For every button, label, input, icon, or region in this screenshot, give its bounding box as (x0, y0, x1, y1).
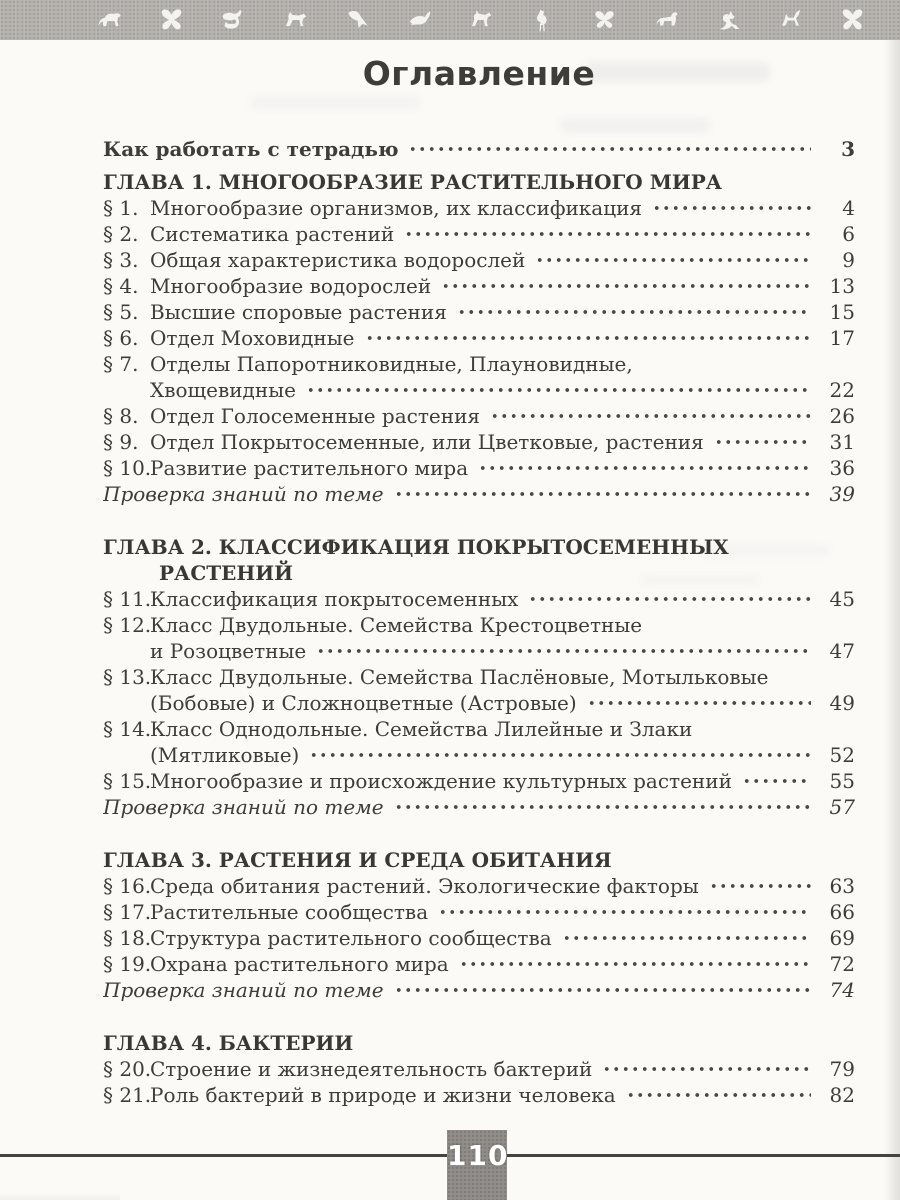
entry-page-number: 39 (829, 482, 855, 506)
toc-entry (103, 899, 855, 925)
dot-leader (587, 690, 811, 716)
toc-entry (103, 794, 855, 820)
dot-leader (309, 742, 811, 768)
entry-body (103, 169, 855, 195)
toc-page-content (0, 40, 900, 1108)
entry-body (150, 221, 855, 247)
dot-leader (626, 1082, 811, 1108)
entry-body (103, 977, 855, 1003)
entry-body (150, 455, 855, 481)
entry-body (150, 1056, 855, 1082)
entry-number: § 5. (103, 300, 139, 324)
toc-entry (103, 481, 855, 507)
dot-leader (528, 586, 811, 612)
dot-leader (490, 403, 811, 429)
entry-number: § 13. (103, 665, 152, 689)
entry-title: Класс Однодольные. Семейства Лилейные и Злаки (150, 717, 693, 741)
entry-body (103, 534, 855, 586)
toc-entry (103, 325, 855, 351)
entry-body (103, 136, 855, 162)
entry-body (150, 951, 855, 977)
entry-number: § 12. (103, 613, 152, 637)
entry-body (150, 925, 855, 951)
toc-entry (103, 873, 855, 899)
dot-leader (535, 247, 811, 273)
scan-edge-shadow (884, 40, 900, 1200)
entry-title: Отдел Покрытосеменные, или Цветковые, растения (150, 430, 704, 454)
entry-page-number: 47 (829, 639, 855, 663)
entry-body (150, 195, 855, 221)
entry-title: Высшие споровые растения (150, 300, 447, 324)
entry-page-number: 49 (829, 691, 855, 715)
toc-entry (103, 351, 855, 403)
entry-title: (Бобовые) и Сложноцветные (Астровые) (150, 691, 577, 715)
entry-page-number: 69 (829, 926, 855, 950)
toc-chapter-heading (103, 847, 855, 873)
table-of-contents (103, 136, 855, 1108)
entry-title: Как работать с тетрадью (103, 137, 399, 161)
entry-page-number: 82 (829, 1083, 855, 1107)
entry-body (150, 716, 855, 768)
dot-leader (316, 638, 811, 664)
dot-leader (394, 481, 811, 507)
entry-number: § 20. (103, 1057, 152, 1081)
toc-chapter-heading (103, 169, 855, 195)
entry-number: § 19. (103, 952, 152, 976)
entry-number: § 4. (103, 274, 139, 298)
dot-leader (365, 325, 811, 351)
entry-body (103, 481, 855, 507)
entry-number: § 8. (103, 404, 139, 428)
butterfly-icon (839, 7, 866, 34)
entry-page-number: 55 (829, 769, 855, 793)
entry-page-number: 26 (829, 404, 855, 428)
entry-page-number: 22 (829, 378, 855, 402)
entry-number: § 10. (103, 456, 152, 480)
entry-title: и Розоцветные (150, 639, 307, 663)
horse-icon (282, 7, 309, 34)
entry-title: Строение и жизнедеятельность бактерий (150, 1057, 593, 1081)
entry-title: Отдел Моховидные (150, 326, 355, 350)
footer-page-number: 110 (447, 1139, 509, 1172)
entry-number: § 17. (103, 900, 152, 924)
toc-entry (103, 951, 855, 977)
entry-title: (Мятликовые) (150, 743, 300, 767)
entry-title: Отделы Папоротниковидные, Плауновидные, (150, 352, 633, 376)
dot-leader (742, 768, 811, 794)
entry-title: Среда обитания растений. Экологические факторы (150, 874, 699, 898)
entry-number: § 15. (103, 769, 152, 793)
bison-icon (96, 7, 123, 34)
dot-leader (438, 899, 811, 925)
entry-page-number: 4 (842, 196, 855, 220)
toc-entry (103, 716, 855, 768)
entry-title: Хвощевидные (150, 378, 296, 402)
dot-leader (562, 925, 811, 951)
entry-title: Многообразие организмов, их классификация (150, 196, 643, 220)
diving-bird-icon (344, 7, 371, 34)
toc-entry (103, 1056, 855, 1082)
entry-page-number: 31 (829, 430, 855, 454)
heron-icon (529, 7, 556, 34)
entry-number: § 18. (103, 926, 152, 950)
entry-page-number: 57 (829, 795, 855, 819)
entry-body (150, 247, 855, 273)
entry-number: § 11. (103, 587, 152, 611)
entry-body (150, 403, 855, 429)
entry-page-number: 74 (829, 978, 855, 1002)
toc-entry (103, 195, 855, 221)
entry-title: Многообразие водорослей (150, 274, 432, 298)
toc-chapter-heading (103, 1030, 855, 1056)
dot-leader (457, 299, 811, 325)
entry-page-number: 79 (829, 1057, 855, 1081)
dot-leader (709, 873, 811, 899)
toc-entry (103, 299, 855, 325)
entry-number: § 2. (103, 222, 139, 246)
entry-body (150, 273, 855, 299)
entry-body (150, 299, 855, 325)
entry-number: § 6. (103, 326, 139, 350)
dot-leader (714, 429, 811, 455)
toc-entry (103, 612, 855, 664)
entry-page-number: 36 (829, 456, 855, 480)
entry-page-number: 13 (829, 274, 855, 298)
toc-entry (103, 221, 855, 247)
toc-entry (103, 586, 855, 612)
entry-title: Структура растительного сообщества (150, 926, 552, 950)
entry-number: § 16. (103, 874, 152, 898)
entry-title: Проверка знаний по теме (103, 482, 384, 506)
dot-leader (394, 794, 811, 820)
entry-title: Общая характеристика водорослей (150, 248, 526, 272)
entry-page-number: 52 (829, 743, 855, 767)
page-number-tab (447, 1130, 507, 1200)
entry-body (150, 1082, 855, 1108)
moth-icon (591, 7, 618, 34)
toc-entry (103, 925, 855, 951)
toc-chapter-heading (103, 534, 855, 586)
entry-body (150, 351, 855, 403)
entry-title: Отдел Голосеменные растения (150, 404, 481, 428)
butterfly-icon (158, 7, 185, 34)
entry-page-number: 6 (842, 222, 855, 246)
entry-page-number: 72 (829, 952, 855, 976)
entry-title: Класс Двудольные. Семейства Крестоцветные (150, 613, 643, 637)
entry-title: ГЛАВА 3. РАСТЕНИЯ И СРЕДА ОБИТАНИЯ (103, 848, 612, 872)
entry-body (103, 1030, 855, 1056)
entry-number: § 21. (103, 1083, 152, 1107)
entry-page-number: 15 (829, 300, 855, 324)
entry-title: ГЛАВА 2. КЛАССИФИКАЦИЯ ПОКРЫТОСЕМЕННЫХ (103, 535, 729, 559)
entry-number: § 1. (103, 196, 139, 220)
dot-leader (408, 136, 811, 162)
entry-page-number: 3 (841, 137, 855, 161)
entry-title: Роль бактерий в природе и жизни человека (150, 1083, 616, 1107)
dot-leader (404, 221, 811, 247)
entry-body (103, 847, 855, 873)
entry-title: Растительные сообщества (150, 900, 429, 924)
entry-title: Проверка знаний по теме (103, 795, 384, 819)
entry-title: Многообразие и происхождение культурных растений (150, 769, 732, 793)
entry-title: ГЛАВА 4. БАКТЕРИИ (103, 1031, 354, 1055)
entry-number: § 3. (103, 248, 139, 272)
entry-page-number: 45 (829, 587, 855, 611)
entry-body (150, 325, 855, 351)
toc-entry (103, 136, 855, 162)
toc-entry (103, 768, 855, 794)
entry-title: Класс Двудольные. Семейства Паслёновые, Мотыльковые (150, 665, 769, 689)
entry-body (150, 612, 855, 664)
entry-body (103, 794, 855, 820)
entry-title: Классификация покрытосеменных (150, 587, 519, 611)
toc-entry (103, 403, 855, 429)
entry-page-number: 63 (829, 874, 855, 898)
entry-body (150, 664, 855, 716)
entry-title: Охрана растительного мира (150, 952, 449, 976)
entry-title: Развитие растительного мира (150, 456, 469, 480)
entry-number: § 7. (103, 352, 139, 376)
entry-title: ГЛАВА 1. МНОГООБРАЗИЕ РАСТИТЕЛЬНОГО МИРА (103, 170, 723, 194)
entry-body (150, 586, 855, 612)
bull-icon (653, 7, 680, 34)
toc-entry (103, 455, 855, 481)
ibex-icon (777, 7, 804, 34)
toc-entry (103, 247, 855, 273)
whale-icon (406, 7, 433, 34)
entry-body (150, 899, 855, 925)
toc-entry (103, 1082, 855, 1108)
toc-entry (103, 273, 855, 299)
entry-number: § 9. (103, 430, 139, 454)
entry-page-number: 66 (829, 900, 855, 924)
entry-body (150, 768, 855, 794)
dot-leader (394, 977, 811, 1003)
dot-leader (652, 195, 811, 221)
entry-title: Проверка знаний по теме (103, 978, 384, 1002)
entry-page-number: 17 (829, 326, 855, 350)
antelope-icon (467, 7, 494, 34)
dot-leader (441, 273, 811, 299)
toc-entry (103, 664, 855, 716)
toc-entry (103, 429, 855, 455)
animal-silhouette-band (0, 0, 900, 40)
dot-leader (306, 377, 811, 403)
entry-number: § 14. (103, 717, 152, 741)
toc-entry (103, 977, 855, 1003)
entry-body (150, 873, 855, 899)
entry-page-number: 9 (842, 248, 855, 272)
dot-leader (478, 455, 811, 481)
entry-title: Систематика растений (150, 222, 395, 246)
scorpion-icon (220, 7, 247, 34)
page-title: Оглавление (362, 54, 596, 93)
entry-title: РАСТЕНИЙ (159, 561, 294, 585)
entry-body (150, 429, 855, 455)
dot-leader (602, 1056, 811, 1082)
dot-leader (459, 951, 811, 977)
scan-edge-shadow (0, 1192, 120, 1200)
kangaroo-icon (715, 7, 742, 34)
